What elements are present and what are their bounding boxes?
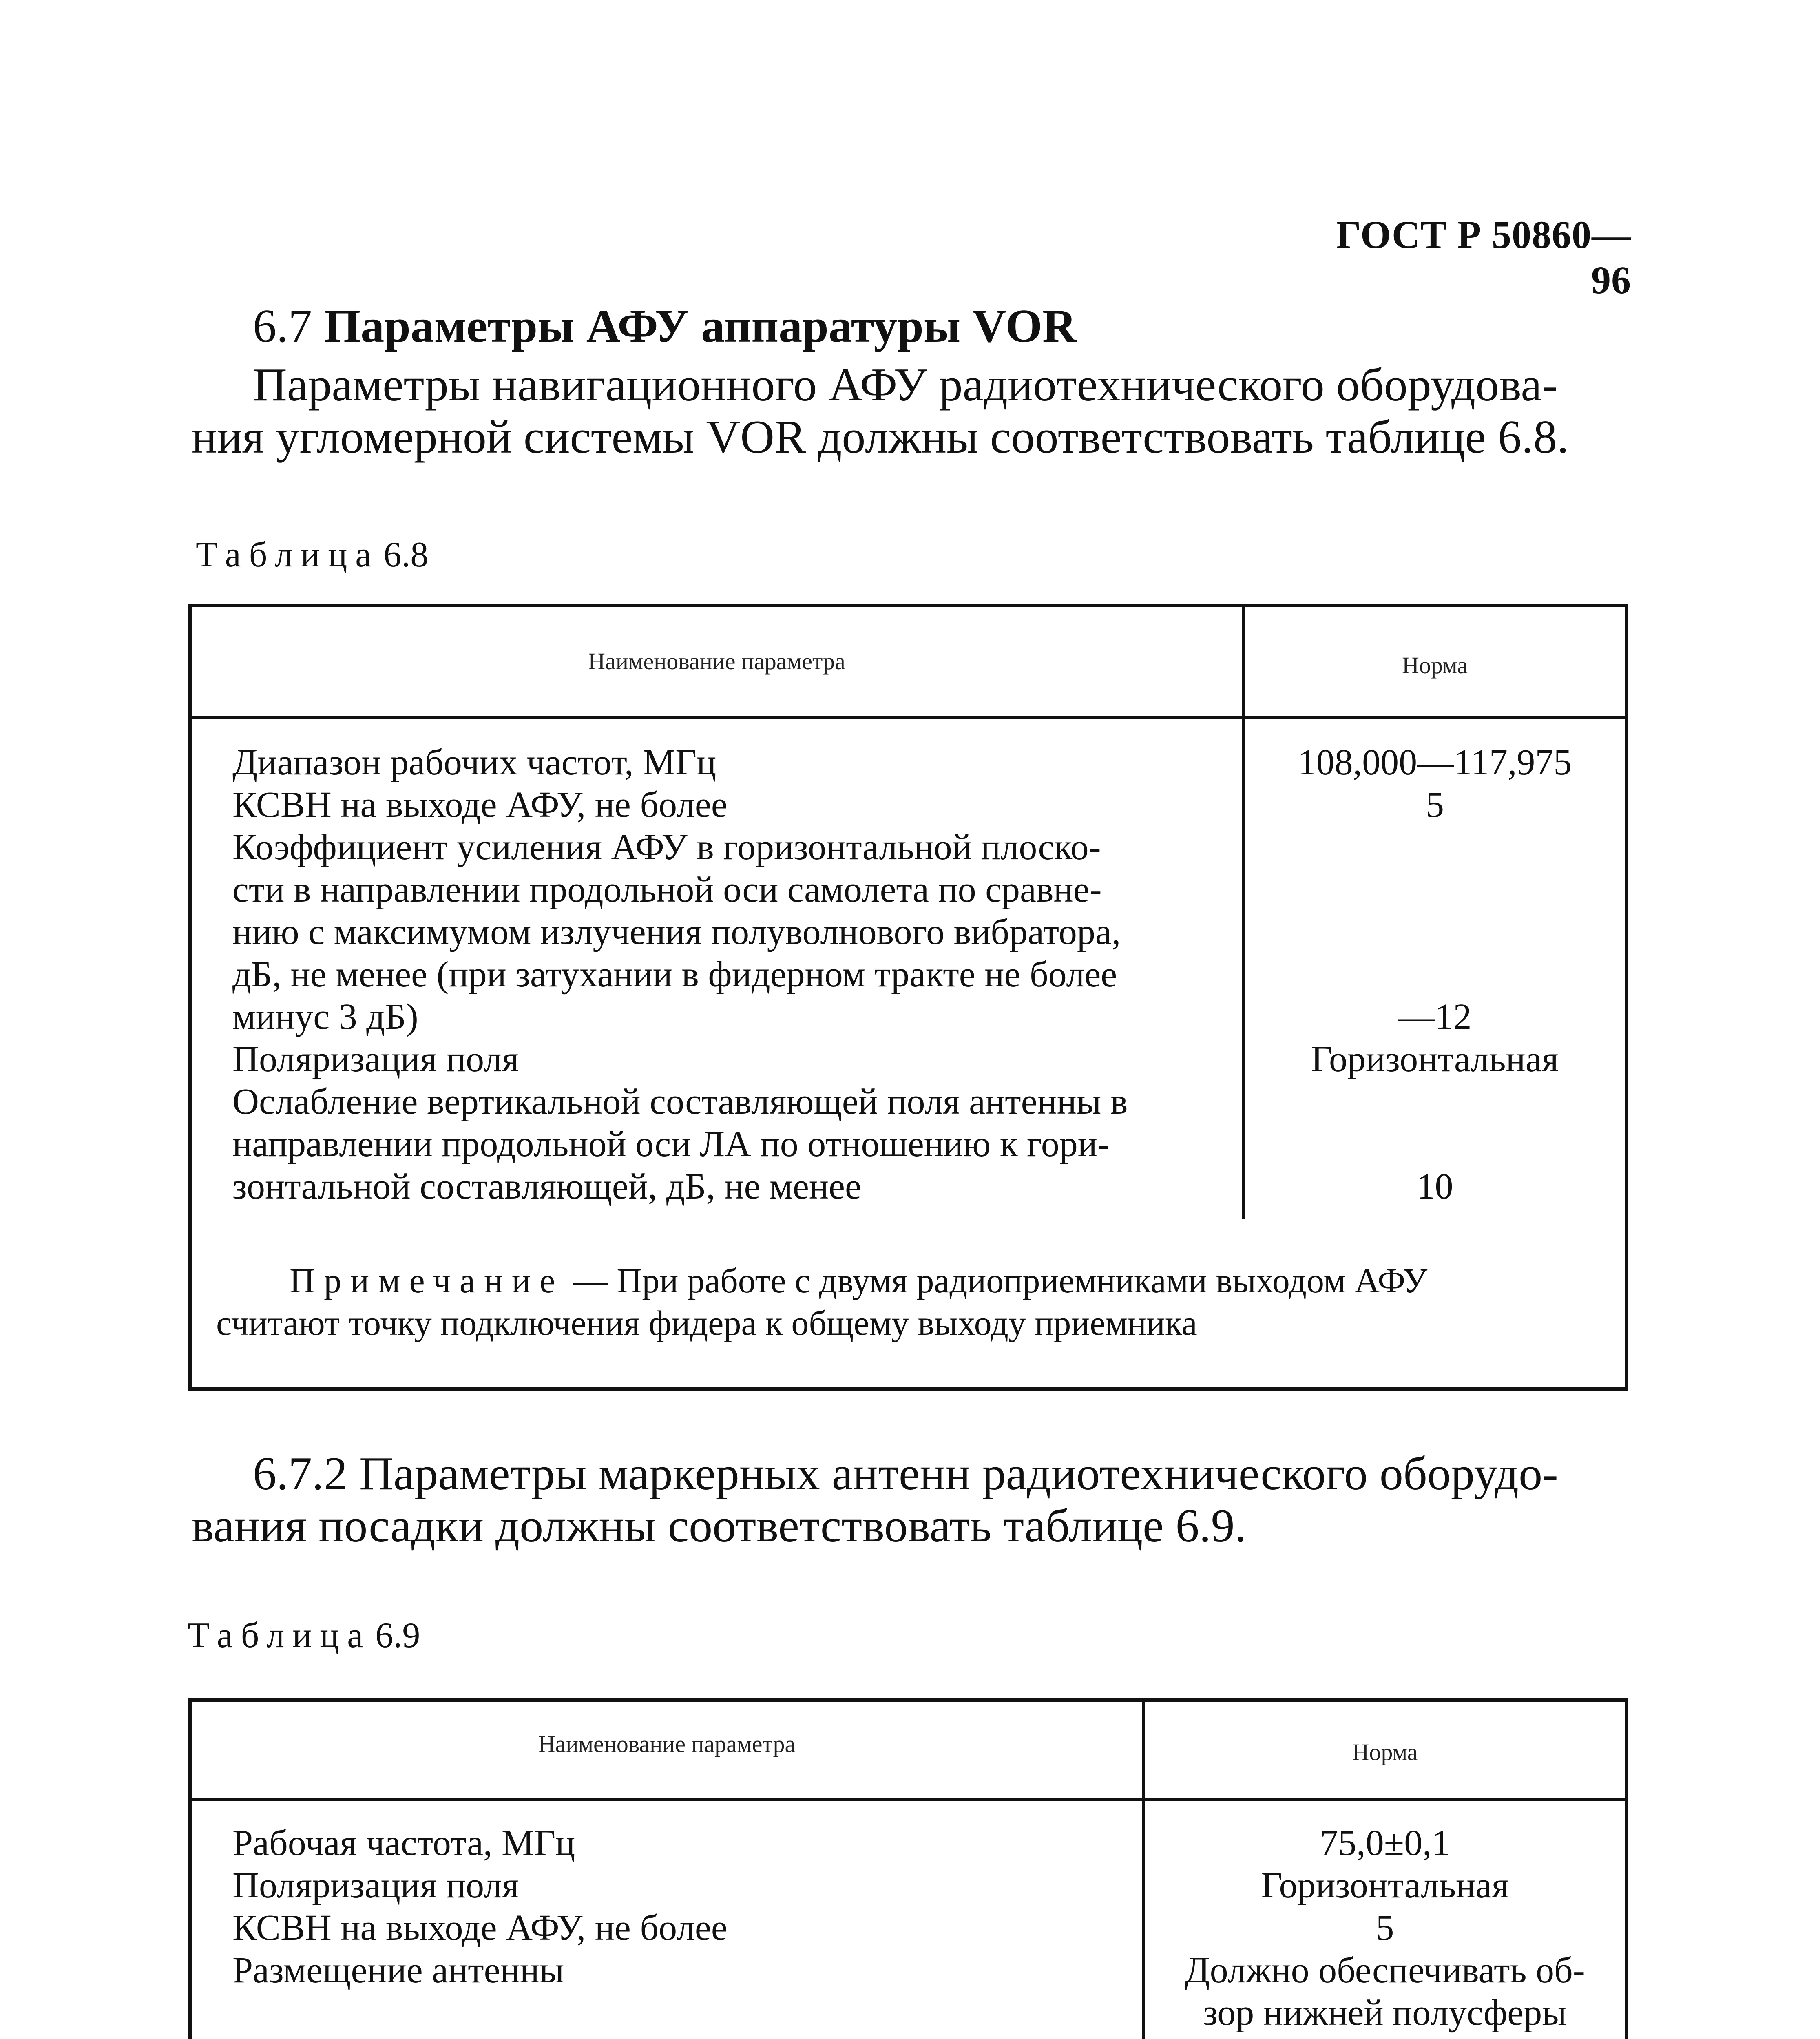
table-6-9 bbox=[188, 1698, 1628, 2039]
paragraph-line: ния угломерной системы VOR должны соответствовать таблице 6.8. bbox=[192, 411, 1569, 463]
section-title: Параметры АФУ аппаратуры VOR bbox=[324, 300, 1077, 352]
param-line: Коэффициент усиления АФУ в горизонтальной плоско- bbox=[232, 827, 1101, 867]
norm-column bbox=[1145, 1822, 1625, 2034]
paragraph-line: вания посадки должны соответствовать таблице 6.9. bbox=[192, 1500, 1247, 1552]
norm-value: —12 bbox=[1398, 997, 1472, 1037]
norm-value: 108,000—117,975 bbox=[1298, 742, 1572, 783]
table-label-number: 6.8 bbox=[383, 535, 429, 575]
note-text: — При работе с двумя радиоприемниками выходом АФУ bbox=[564, 1261, 1428, 1300]
table-6-8-label bbox=[196, 534, 428, 575]
parameter-column bbox=[232, 741, 1232, 1208]
column-header-param: Наименование параметра bbox=[588, 648, 845, 675]
document-code: ГОСТ Р 50860—96 bbox=[1336, 213, 1631, 302]
param-line: зонтальной составляющей, дБ, не менее bbox=[232, 1166, 861, 1207]
section-6-7-heading bbox=[253, 298, 1077, 355]
norm-value: 5 bbox=[1426, 785, 1444, 825]
table-note bbox=[216, 1259, 1603, 1344]
column-divider bbox=[1142, 1702, 1145, 2039]
param-line: дБ, не менее (при затухании в фидерном тракте не более bbox=[232, 954, 1117, 995]
norm-value: Горизонтальная bbox=[1261, 1865, 1509, 1906]
section-6-7-paragraph bbox=[192, 359, 1623, 463]
param-line: Ослабление вертикальной составляющей поля антенны в bbox=[232, 1081, 1128, 1122]
param-line: Диапазон рабочих частот, МГц bbox=[232, 742, 717, 783]
norm-value: 75,0±0,1 bbox=[1320, 1823, 1450, 1863]
param-line: Поляризация поля bbox=[232, 1039, 519, 1079]
norm-value: Горизонтальная bbox=[1311, 1039, 1559, 1079]
param-line: минус 3 дБ) bbox=[232, 997, 418, 1037]
section-number: 6.7 bbox=[253, 300, 312, 352]
norm-spacer bbox=[1245, 1081, 1625, 1165]
note-label: Примечание bbox=[290, 1261, 564, 1300]
norm-value: Должно обеспечивать об- bbox=[1185, 1950, 1585, 1990]
column-header-norm: Норма bbox=[1352, 1739, 1418, 1765]
param-line: сти в направлении продольной оси самолета по сравне- bbox=[232, 869, 1102, 910]
table-label-word: Таблица bbox=[196, 535, 380, 575]
table-6-9-label bbox=[188, 1615, 420, 1656]
norm-value: 5 bbox=[1376, 1908, 1394, 1948]
section-6-7-2-paragraph bbox=[192, 1448, 1623, 1552]
norm-spacer bbox=[1245, 826, 1625, 996]
param-line: Размещение антенны bbox=[232, 1950, 564, 1990]
param-line: КСВН на выходе АФУ, не более bbox=[232, 1908, 728, 1948]
column-header-param: Наименование параметра bbox=[538, 1731, 796, 1757]
table-label-number: 6.9 bbox=[375, 1616, 420, 1655]
norm-column bbox=[1245, 741, 1625, 1208]
table-6-8 bbox=[188, 604, 1628, 1391]
param-line: нию с максимумом излучения полуволнового вибратора, bbox=[232, 912, 1121, 952]
note-text-line: считают точку подключения фидера к общему выходу приемника bbox=[216, 1303, 1197, 1342]
param-line: направлении продольной оси ЛА по отношению к гори- bbox=[232, 1124, 1110, 1164]
column-header-norm: Норма bbox=[1402, 652, 1468, 679]
paragraph-line: Параметры навигационного АФУ радиотехнического оборудова- bbox=[253, 359, 1558, 411]
param-line: Рабочая частота, МГц bbox=[232, 1823, 575, 1863]
param-line: КСВН на выходе АФУ, не более bbox=[232, 785, 728, 825]
table-label-word: Таблица bbox=[188, 1616, 372, 1655]
parameter-column bbox=[232, 1822, 1130, 1992]
paragraph-line: 6.7.2 Параметры маркерных антенн радиотехнического оборудо- bbox=[253, 1448, 1558, 1500]
norm-value: 10 bbox=[1416, 1166, 1453, 1207]
param-line: Поляризация поля bbox=[232, 1865, 519, 1906]
norm-value: зор нижней полусферы bbox=[1203, 1993, 1567, 2033]
column-divider bbox=[1242, 607, 1245, 1219]
